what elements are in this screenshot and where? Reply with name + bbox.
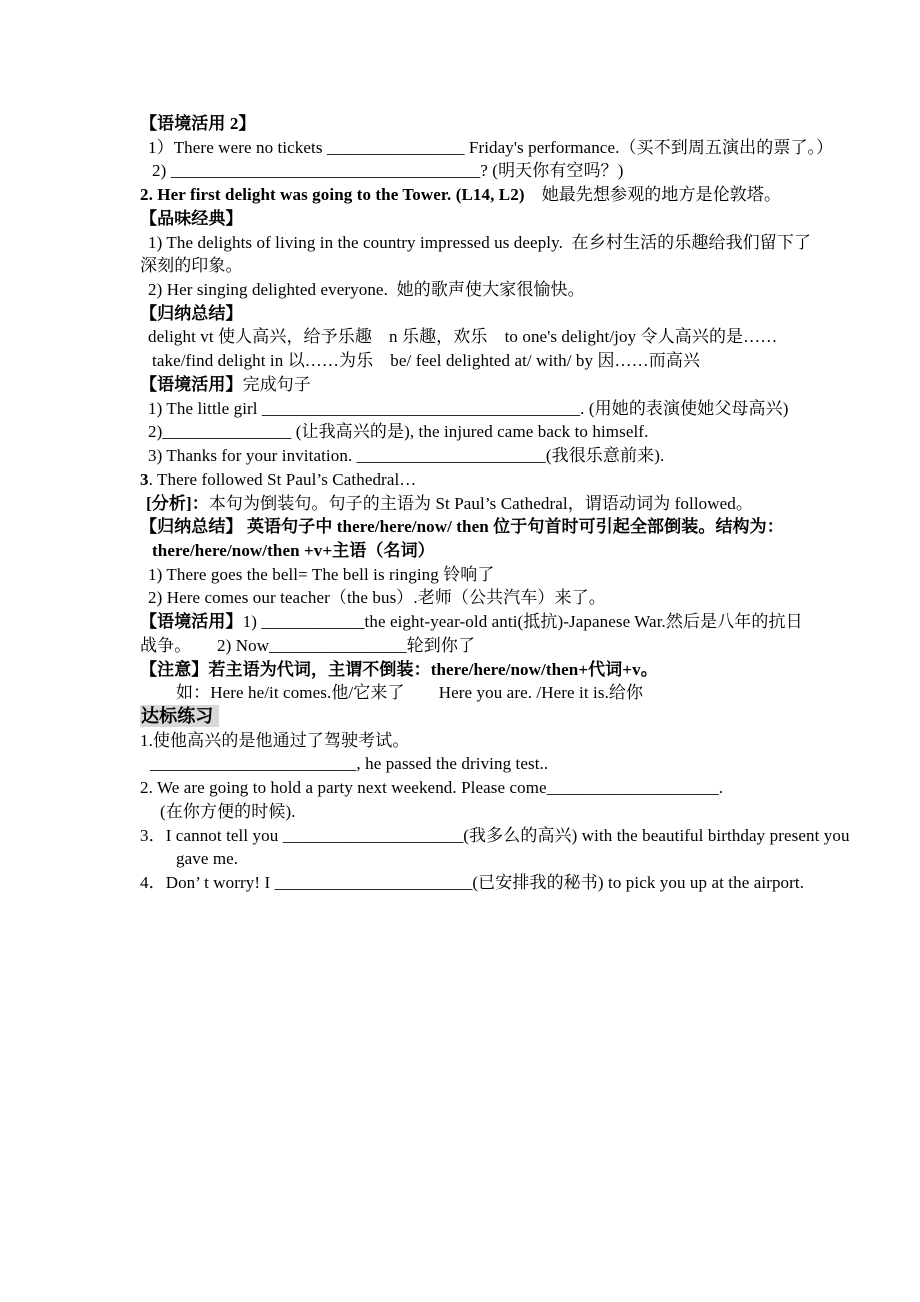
document-line bbox=[140, 325, 790, 349]
document-line bbox=[140, 729, 790, 753]
bold-text-run: [分析]： bbox=[146, 493, 209, 513]
text-run: take/find delight in 以……为乐 be/ feel delighted at/ with/ by 因……而高兴 bbox=[152, 351, 701, 371]
bold-text-run: there/here/now/then +v+主语（名词） bbox=[152, 540, 435, 560]
bold-text-run: 【语境活用 2】 bbox=[140, 114, 256, 133]
text-run: 1）There were no tickets ________________ Friday's performance.（买不到周五演出的票了。） bbox=[148, 137, 834, 157]
document-line bbox=[140, 349, 790, 373]
text-run: gave me. bbox=[176, 849, 239, 869]
document-line bbox=[140, 634, 790, 658]
document-line bbox=[140, 302, 790, 326]
document-body bbox=[140, 112, 850, 895]
bold-text-run: 【归纳总结】 英语句子中 there/here/now/ then 位于句首时可引起全部倒装。结构为： bbox=[140, 517, 784, 537]
text-run: 1) ____________the eight-year-old anti(抵抗)-Japanese War.然后是八年的抗日 bbox=[242, 612, 803, 632]
document-line bbox=[140, 515, 790, 539]
document-line bbox=[140, 231, 812, 255]
text-run: delight vt 使人高兴，给予乐趣 n 乐趣，欢乐 to one's delight/joy 令人高兴的是…… bbox=[148, 327, 778, 347]
text-run: 4．Don’ t worry! I _______________________(已安排我的秘书) to pick you up at the airport. bbox=[140, 873, 805, 892]
document-line bbox=[140, 278, 790, 302]
document-line bbox=[140, 539, 790, 563]
document-line bbox=[140, 373, 790, 397]
bold-text-run: 【归纳总结】 bbox=[140, 303, 243, 323]
document-line bbox=[140, 847, 790, 871]
text-run: 1) There goes the bell= The bell is ringing 铃响了 bbox=[148, 564, 495, 584]
text-run: 3) Thanks for your invitation. ______________________(我很乐意前来). bbox=[148, 446, 665, 466]
text-run: 2) Here comes our teacher（the bus）.老师（公共汽车）来了。 bbox=[148, 588, 606, 608]
document-line bbox=[140, 183, 790, 207]
bold-text-run: 【品味经典】 bbox=[140, 208, 243, 228]
highlighted-section-title: 达标练习 bbox=[140, 705, 219, 727]
document-line bbox=[140, 681, 790, 705]
bold-text-run: 【语境活用】 bbox=[140, 612, 243, 632]
document-line bbox=[140, 112, 790, 136]
document-line bbox=[140, 397, 790, 421]
text-run: 完成句子 bbox=[242, 374, 312, 394]
document-line bbox=[140, 776, 790, 800]
text-run: ________________________, he passed the driving test.. bbox=[150, 754, 549, 774]
document-line bbox=[140, 563, 790, 587]
text-run: 2)_______________ (让我高兴的是), the injured came back to himself. bbox=[148, 422, 649, 442]
document-line bbox=[140, 586, 790, 610]
document-line bbox=[140, 254, 790, 278]
document-line bbox=[140, 444, 790, 468]
text-run: 3．I cannot tell you _____________________(我多么的高兴) with the beautiful birthday present you bbox=[140, 825, 850, 845]
document-line bbox=[140, 492, 790, 516]
document-line bbox=[140, 207, 790, 231]
text-run: 她最先想参观的地方是伦敦塔。 bbox=[524, 185, 782, 205]
document-line bbox=[140, 136, 834, 160]
document-line bbox=[140, 610, 803, 634]
document-line bbox=[140, 871, 805, 895]
document-line bbox=[140, 468, 790, 492]
document-line bbox=[140, 159, 790, 183]
bold-text-run: 3 bbox=[140, 469, 149, 489]
text-run: 2. We are going to hold a party next weekend. Please come____________________. bbox=[140, 778, 724, 798]
text-run: 1) The little girl _____________________________________. (用她的表演使她父母高兴) bbox=[148, 398, 789, 418]
text-run: 战争。 2) Now________________轮到你了 bbox=[140, 635, 476, 655]
bold-text-run: 【注意】若主语为代词，主谓不倒装：there/here/now/then+代词+v。 bbox=[140, 659, 658, 679]
bold-text-run: 2. Her first delight was going to the Tower. (L14, L2) bbox=[140, 185, 525, 205]
document-line bbox=[140, 800, 790, 824]
text-run: 如：Here he/it comes.他/它来了 Here you are. /Here it is.给你 bbox=[176, 683, 644, 703]
document-line bbox=[140, 705, 790, 729]
text-run: . There followed St Paul’s Cathedral… bbox=[148, 469, 417, 489]
bold-text-run: 【语境活用】 bbox=[140, 374, 243, 394]
document-line bbox=[140, 824, 850, 848]
text-run: 1) The delights of living in the country impressed us deeply. 在乡村生活的乐趣给我们留下了 bbox=[148, 232, 812, 252]
text-run: 2) Her singing delighted everyone. 她的歌声使大家很愉快。 bbox=[148, 280, 585, 300]
document-line bbox=[140, 658, 790, 682]
text-run: 本句为倒装句。句子的主语为 St Paul’s Cathedral，谓语动词为 followed。 bbox=[208, 493, 753, 513]
text-run: 1.使他高兴的是他通过了驾驶考试。 bbox=[140, 730, 410, 750]
text-run: 2) ____________________________________? (明天你有空吗？) bbox=[152, 161, 624, 181]
text-run: (在你方便的时候). bbox=[160, 801, 296, 821]
text-run: 深刻的印象。 bbox=[140, 256, 243, 276]
document-line bbox=[140, 420, 790, 444]
document-line bbox=[140, 752, 790, 776]
